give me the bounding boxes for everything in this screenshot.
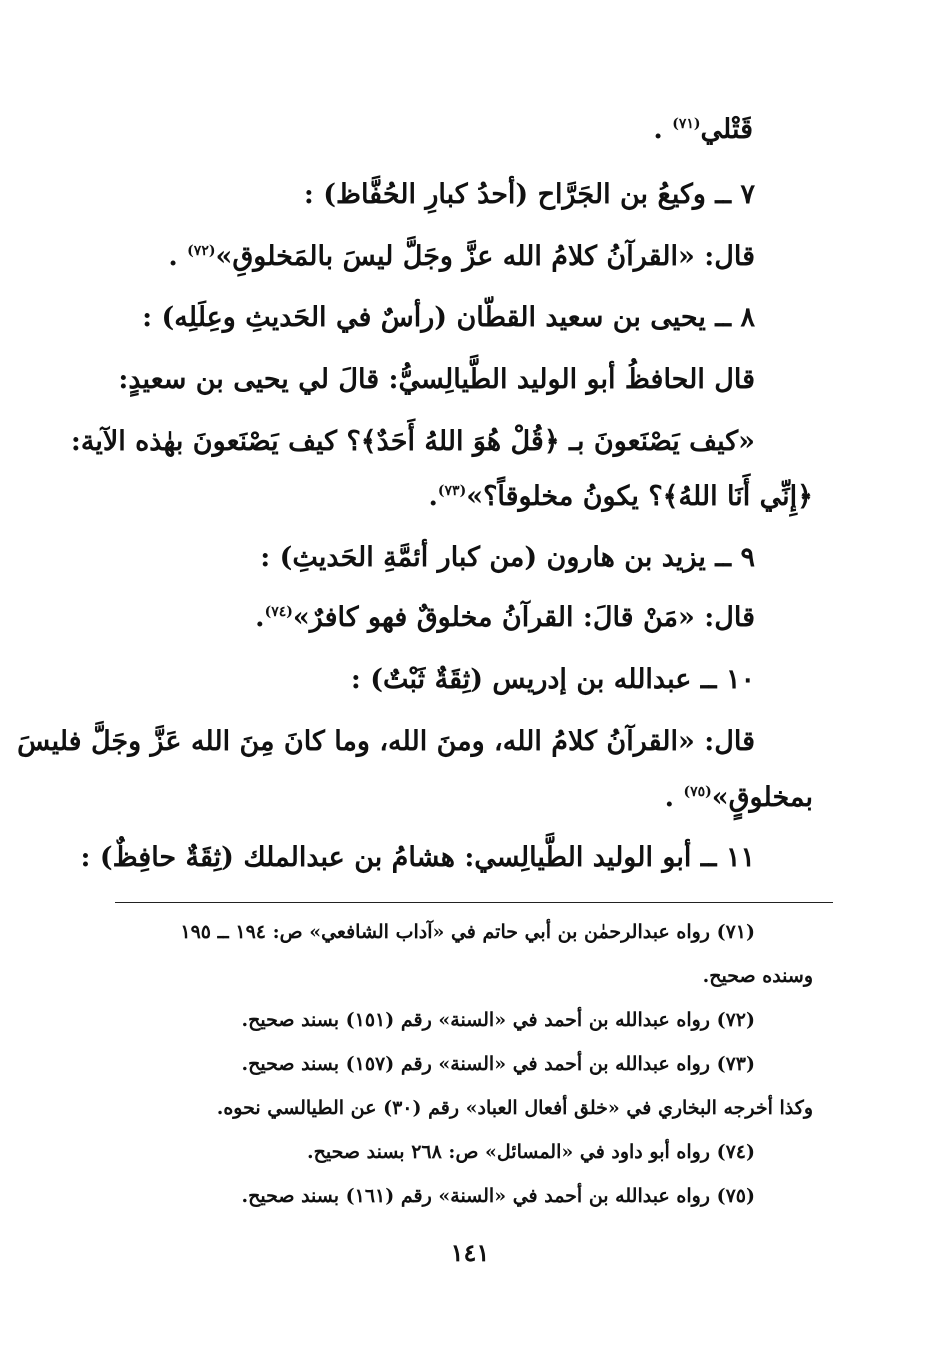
body-line-9: قال: «مَنْ قالَ: القرآنُ مخلوقٌ فهو كافرٌ»$^{(٧٤)}$. [255, 602, 755, 633]
section-heading-7: ٧ ــ وكيعُ بن الجَرَّاح (أحدُ كبارِ الحُفَّاظ) : [303, 179, 755, 210]
body-line-1: قَتْلي$^{(٧١)}$ . [653, 114, 753, 145]
footnote-72: (٧٢) رواه عبدالله بن أحمد في «السنة» رقم (١٥١) بسند صحيح. [241, 1009, 755, 1031]
body-line-6: «كيف يَصْنَعونَ بـ ﴿قُلْ هُوَ اللهُ أَحَدٌ﴾؟ كيف يَصْنَعونَ بهٰذه الآية: [70, 426, 755, 457]
body-line-3: قال: «القرآنُ كلامُ الله عزَّ وجَلَّ ليسَ بالمَخلوقِ»$^{(٧٢)}$ . [168, 241, 755, 272]
section-heading-9: ٩ ــ يزيد بن هارون (من كبار أئمَّةِ الحَديثِ) : [260, 542, 755, 573]
body-line-11: قال: «القرآنُ كلامُ الله، ومنَ الله، وما كانَ مِنَ الله عَزَّ وجَلَّ فليسَ [17, 726, 755, 757]
footnote-74: (٧٤) رواه أبو داود في «المسائل» ص: ٢٦٨ بسند صحيح. [307, 1141, 755, 1163]
body-line-5: قال الحافظُ أبو الوليد الطَّيالِسيُّ: قالَ لي يحيى بن سعيدٍ: [118, 364, 755, 395]
section-heading-11: ١١ ــ أبو الوليد الطَّيالِسي: هشامُ بن عبدالملك (ثِقَةٌ حافِظٌ) : [80, 842, 755, 873]
body-line-7: ﴿إِنِّي أَنَا اللهُ﴾؟ يكونُ مخلوقاً؟»$^{(٧٣)}$. [428, 481, 813, 512]
footnote-ref-71[interactable]: (٧١) [672, 116, 701, 132]
footnote-ref-72[interactable]: (٧٢) [187, 243, 216, 259]
footnote-ref-73[interactable]: (٧٣) [437, 483, 467, 499]
section-heading-10: ١٠ ــ عبدالله بن إدريس (ثِقَةٌ ثَبْتٌ) : [350, 664, 755, 695]
footnote-71: (٧١) رواه عبدالرحمٰن بن أبي حاتم في «آداب الشافعي» ص: ١٩٤ ــ ١٩٥ [180, 921, 755, 943]
footnote-ref-74[interactable]: (٧٤) [264, 604, 293, 620]
page-number: ١٤١ [450, 1238, 490, 1267]
footnote-73-note: وكذا أخرجه البخاري في «خلق أفعال العباد» رقم (٣٠) عن الطيالسي نحوه. [216, 1097, 813, 1119]
footnote-71-continued: وسنده صحيح. [702, 965, 813, 987]
body-line-12: بمخلوقٍ»$^{(٧٥)}$ . [664, 782, 813, 813]
section-heading-8: ٨ ــ يحيى بن سعيد القطّان (رأسٌ في الحَديثِ وعِلَلِه) : [142, 302, 755, 333]
footnote-75: (٧٥) رواه عبدالله بن أحمد في «السنة» رقم (١٦١) بسند صحيح. [241, 1185, 755, 1207]
footnote-ref-75[interactable]: (٧٥) [683, 784, 712, 800]
footnote-73: (٧٣) رواه عبدالله بن أحمد في «السنة» رقم (١٥٧) بسند صحيح. [241, 1053, 755, 1075]
footnote-separator [115, 902, 833, 903]
